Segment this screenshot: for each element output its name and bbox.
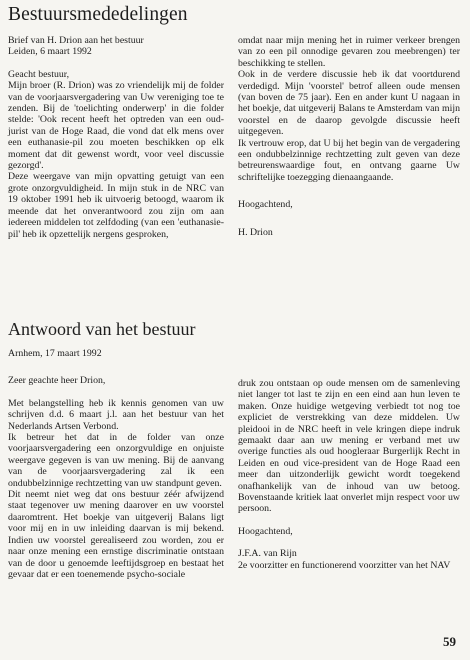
reply-right-column <box>238 378 460 571</box>
letter-drion-left-column <box>8 35 224 240</box>
reply-paragraph: Met belangstelling heb ik kennis genomen van uw schrijven d.d. 6 maart j.l. aan het bestuur van het Nederlands Artsen Verbond. <box>8 397 224 432</box>
reply-left-column <box>8 348 224 580</box>
reply-signature-role: 2e voorzitter en functionerend voorzitter van het NAV <box>238 559 451 571</box>
reply-paragraph: druk zou ontstaan op oude mensen om de samenleving niet langer tot last te zijn en een eind aan hun leven te maken. Onze huidige wetgeving verbiedt tot nog toe expliciet de verstrekking van deze middelen. Uw pleidooi in de NRC heeft in vele kringen diepe indruk gemaakt daar aan uw mening er verband met uw overige functies als oud hoogleraar Burgerlijk Recht in Leiden en oud vice-president van de Hoge Raad een meer dan uitzonderlijk gewicht wordt toegekend onafhankelijk van de inhoud van uw betoog. Bovenstaande kritiek laat onverlet mijn respect voor uw persoon. <box>238 378 460 515</box>
reply-salutation: Zeer geachte heer Drion, <box>8 375 106 387</box>
letter-salutation: Geacht bestuur, <box>8 68 70 80</box>
reply-paragraph: Dit neemt niet weg dat ons bestuur zéér afwijzend staat tegenover uw mening daarover en uw voorstel daaromtrent. Het boekje van uitgeverij Balans ligt voor mij en in uw inleiding daarvan is mij bekend. Indien uw voorstel gerealiseerd zou worden, zou er naar onze mening een ernstige discriminatie ontstaan van de door u genoemde leeftijdsgroep en bestaat het gevaar dat er een toenemende psycho-sociale <box>8 489 224 580</box>
page-number: 59 <box>443 634 456 649</box>
letter-paragraph: Ook in de verdere discussie heb ik dat voortdurend verdedigd. Mijn 'voorstel' betrof alleen oude mensen (van boven de 75 jaar). Een en ander kunt U nagaan in het boekje, dat uitgeverij Balans te Amsterdam van mijn voorstel en de daarop gevolgde discussie heeft uitgegeven. <box>238 69 460 138</box>
letter-closing: Hoogachtend, <box>238 199 293 211</box>
reply-paragraph: Ik betreur het dat in de folder van onze voorjaarsvergadering een onzorgvuldige en onjuiste weergave gegeven is van uw mening. Bij de aanvang van de voorjaarsvergadering zal ik een ondubbelzinnige rechtzetting van uw standpunt geven. <box>8 432 224 489</box>
letter-signature: H. Drion <box>238 226 273 238</box>
reply-closing: Hoogachtend, <box>238 525 293 537</box>
letter-paragraph: Mijn broer (R. Drion) was zo vriendelijk mij de folder van de voorjaarsvergadering van Uw vereniging toe te zenden. Bij de 'toelichting onderwerp' in die folder stelde: 'Ook recent heeft het optreden van een oud-jurist van de Hoge Raad, die vond dat elk mens over een euthanasie-pil zou moeten beschikken op elk moment dat dit gewenst wordt, voor veel discussie gezorgd'. <box>8 80 224 172</box>
section-title-bestuursmededelingen: Bestuursmededelingen <box>8 4 188 25</box>
letter-place-date: Leiden, 6 maart 1992 <box>8 46 92 58</box>
letter-heading: Brief van H. Drion aan het bestuur <box>8 35 144 46</box>
letter-paragraph: Ik vertrouw erop, dat U bij het begin van de vergadering een ondubbelzinnige rechtzetting zult geven van deze betreurenswaardige fout, en ontvang gaarne Uw schriftelijke toezegging dienaangaande. <box>238 137 460 183</box>
letter-paragraph: Deze weergave van mijn opvatting getuigt van een grote onzorgvuldigheid. In mijn stuk in de NRC van 19 oktober 1991 heb ik uitvoerig betoogd, waarom ik meende dat het onverantwoord zou zijn om aan iedereen middelen tot zelfdoding (van een 'euthanasie-pil' heb ik opzettelijk nergens gesproken, <box>8 171 224 240</box>
reply-place-date: Arnhem, 17 maart 1992 <box>8 348 102 359</box>
section-title-antwoord: Antwoord van het bestuur <box>8 319 196 339</box>
reply-signature-name: J.F.A. van Rijn <box>238 548 297 560</box>
letter-paragraph: omdat naar mijn mening het in ruimer verkeer brengen van zo een pil onnodige gevaren zou meebrengen) ter beschikking te stellen. <box>238 35 460 69</box>
letter-drion-right-column <box>238 35 460 238</box>
